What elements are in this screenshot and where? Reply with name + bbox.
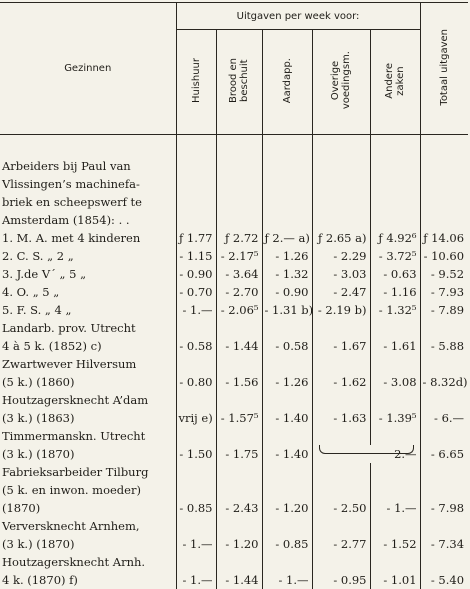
row-value: - 0.70: [176, 283, 216, 301]
row-value: - 1.01: [370, 571, 420, 589]
row-value: ƒ 4.92⁶: [370, 229, 420, 247]
merged-value: [312, 445, 420, 463]
header-other-food: Overige voedingsm.: [312, 30, 370, 135]
table-row: [0, 427, 468, 445]
row-total: - 8.32d): [420, 373, 468, 391]
row-value: [176, 391, 216, 409]
row-value: - 1.67: [312, 337, 370, 355]
row-value: - 1.26: [262, 247, 312, 265]
row-value: - 0.90: [176, 265, 216, 283]
row-value: [312, 427, 370, 445]
row-value: [176, 427, 216, 445]
row-value: [370, 211, 420, 229]
row-value: - 1.44: [216, 571, 262, 589]
row-value: - 1.32⁵: [370, 301, 420, 319]
header-households: Gezinnen: [0, 3, 176, 135]
table-row: [0, 355, 468, 373]
table-row: [0, 301, 468, 319]
row-value: [216, 175, 262, 193]
table-row: [0, 391, 468, 409]
row-value: - 0.95: [312, 571, 370, 589]
row-value: - 3.72⁵: [370, 247, 420, 265]
row-value: [216, 427, 262, 445]
row-label: Houtzagersknecht A’dam: [0, 391, 176, 409]
table-row: [0, 463, 468, 481]
row-value: - 1.16: [370, 283, 420, 301]
row-value: [312, 175, 370, 193]
row-value: [262, 355, 312, 373]
header-total: [420, 3, 468, 135]
row-total: [420, 355, 468, 373]
row-value: - 1.56: [216, 373, 262, 391]
row-label: (5 k. en inwon. moeder): [0, 481, 176, 499]
table-row: [0, 229, 468, 247]
row-value: [370, 481, 420, 499]
table-row: [0, 319, 468, 337]
table-row: [0, 409, 468, 427]
row-value: - 1.52: [370, 535, 420, 553]
header-bread: Brood en beschuit: [216, 30, 262, 135]
row-total: [420, 319, 468, 337]
table-body: [0, 135, 468, 589]
row-value: [370, 175, 420, 193]
table-row: [0, 373, 468, 391]
row-label: 1. M. A. met 4 kinderen: [0, 229, 176, 247]
row-value: - 2.47: [312, 283, 370, 301]
row-total: - 5.88: [420, 337, 468, 355]
row-label: 5. F. S. „ 4 „: [0, 301, 176, 319]
row-value: [312, 553, 370, 571]
row-value: [312, 391, 370, 409]
row-value: [176, 355, 216, 373]
row-value: - 1.40: [262, 445, 312, 463]
row-value: - 3.64: [216, 265, 262, 283]
row-value: - 1.44: [216, 337, 262, 355]
row-value: [216, 193, 262, 211]
row-label: briek en scheepswerf te: [0, 193, 176, 211]
row-value: - 2.43: [216, 499, 262, 517]
row-value: [370, 391, 420, 409]
row-value: - 3.08: [370, 373, 420, 391]
row-value: - 1.—: [176, 301, 216, 319]
row-label: 2. C. S. „ 2 „: [0, 247, 176, 265]
row-value: - 1.15: [176, 247, 216, 265]
row-total: - 5.40: [420, 571, 468, 589]
row-value: - 2.17⁵: [216, 247, 262, 265]
table-row: [0, 481, 468, 499]
row-value: - 0.85: [176, 499, 216, 517]
row-value: vrij e): [176, 409, 216, 427]
budget-table: [0, 2, 468, 589]
row-value: [312, 481, 370, 499]
row-value: [216, 553, 262, 571]
row-value: - 1.—: [370, 499, 420, 517]
row-value: [312, 193, 370, 211]
row-value: [370, 355, 420, 373]
row-total: [420, 211, 468, 229]
table-row: [0, 445, 468, 463]
row-value: - 1.40: [262, 409, 312, 427]
row-label: Landarb. prov. Utrecht: [0, 319, 176, 337]
row-value: - 1.26: [262, 373, 312, 391]
row-value: - 2.70: [216, 283, 262, 301]
header-expenses-group: Uitgaven per week voor:: [176, 3, 420, 30]
row-label: Amsterdam (1854): . .: [0, 211, 176, 229]
row-value: [370, 427, 420, 445]
row-value: - 1.—: [176, 535, 216, 553]
row-value: - 3.03: [312, 265, 370, 283]
row-total: - 7.98: [420, 499, 468, 517]
table-row: [0, 499, 468, 517]
table-row: [0, 517, 468, 535]
row-label: Vlissingen’s machinefa-: [0, 175, 176, 193]
row-value: - 0.90: [262, 283, 312, 301]
row-label: 4. O. „ 5 „: [0, 283, 176, 301]
row-value: - 1.61: [370, 337, 420, 355]
row-total: [420, 175, 468, 193]
row-value: [216, 319, 262, 337]
row-value: [176, 319, 216, 337]
row-value: - 1.50: [176, 445, 216, 463]
row-value: [176, 463, 216, 481]
row-value: [370, 193, 420, 211]
row-value: [262, 391, 312, 409]
row-value: [176, 175, 216, 193]
row-label: (3 k.) (1870): [0, 535, 176, 553]
table-row: [0, 337, 468, 355]
header-other-items: Andere zaken: [370, 30, 420, 135]
row-value: - 1.20: [216, 535, 262, 553]
table-row: [0, 175, 468, 193]
row-value: [216, 517, 262, 535]
row-value: ƒ 2.72: [216, 229, 262, 247]
row-total: - 10.60: [420, 247, 468, 265]
row-value: [176, 157, 216, 175]
row-total: [420, 517, 468, 535]
row-value: [312, 517, 370, 535]
row-value: - 1.63: [312, 409, 370, 427]
row-label: 4 à 5 k. (1852) c): [0, 337, 176, 355]
row-value: [262, 175, 312, 193]
table-row: [0, 535, 468, 553]
row-value: [216, 391, 262, 409]
row-value: - 1.57⁵: [216, 409, 262, 427]
row-value: [312, 157, 370, 175]
row-value: [262, 319, 312, 337]
row-total: [420, 157, 468, 175]
row-value: - 0.80: [176, 373, 216, 391]
row-value: - 1.32: [262, 265, 312, 283]
row-value: [312, 463, 370, 481]
row-value: [216, 211, 262, 229]
row-value: [262, 427, 312, 445]
row-total: [420, 391, 468, 409]
row-total: [420, 193, 468, 211]
merged-value-text: 2.—: [394, 447, 416, 461]
row-value: [262, 211, 312, 229]
row-value: [370, 157, 420, 175]
row-label: Verversknecht Arnhem,: [0, 517, 176, 535]
row-value: [370, 463, 420, 481]
table-row: [0, 553, 468, 571]
row-total: [420, 463, 468, 481]
row-value: [216, 463, 262, 481]
row-label: (3 k.) (1863): [0, 409, 176, 427]
row-value: - 1.62: [312, 373, 370, 391]
row-value: [262, 553, 312, 571]
row-value: - 1.39⁵: [370, 409, 420, 427]
row-value: - 2.50: [312, 499, 370, 517]
row-total: [420, 553, 468, 571]
table-row: [0, 247, 468, 265]
row-value: [262, 193, 312, 211]
table-row: [0, 283, 468, 301]
row-total: - 9.52: [420, 265, 468, 283]
row-label: (5 k.) (1860): [0, 373, 176, 391]
row-value: - 1.20: [262, 499, 312, 517]
row-total: [420, 481, 468, 499]
row-value: - 1.75: [216, 445, 262, 463]
row-label: Arbeiders bij Paul van: [0, 157, 176, 175]
row-value: - 2.19 b): [312, 301, 370, 319]
row-label: Fabrieksarbeider Tilburg: [0, 463, 176, 481]
row-value: [216, 157, 262, 175]
row-total: - 6.—: [420, 409, 468, 427]
row-value: - 0.58: [176, 337, 216, 355]
row-value: [370, 517, 420, 535]
row-value: - 1.—: [262, 571, 312, 589]
row-value: [176, 211, 216, 229]
row-value: [370, 319, 420, 337]
row-value: - 0.63: [370, 265, 420, 283]
row-value: - 0.85: [262, 535, 312, 553]
row-value: [312, 211, 370, 229]
table-row: [0, 211, 468, 229]
row-value: [176, 193, 216, 211]
row-value: - 2.77: [312, 535, 370, 553]
row-value: - 2.29: [312, 247, 370, 265]
row-value: [370, 553, 420, 571]
table-row: [0, 571, 468, 589]
row-label: Timmermanskn. Utrecht: [0, 427, 176, 445]
table-row: [0, 157, 468, 175]
row-value: [262, 481, 312, 499]
row-value: - 2.06⁵: [216, 301, 262, 319]
row-value: ƒ 2.— a): [262, 229, 312, 247]
header-potatoes: Aardapp.: [262, 30, 312, 135]
row-value: [176, 481, 216, 499]
row-total: - 7.34: [420, 535, 468, 553]
row-value: [262, 157, 312, 175]
row-value: [312, 355, 370, 373]
row-total: [420, 427, 468, 445]
row-total: - 6.65: [420, 445, 468, 463]
row-value: [262, 517, 312, 535]
row-label: (3 k.) (1870): [0, 445, 176, 463]
row-total: ƒ 14.06: [420, 229, 468, 247]
row-value: ƒ 1.77: [176, 229, 216, 247]
row-label: 3. J.de V´ „ 5 „: [0, 265, 176, 283]
row-value: [216, 481, 262, 499]
row-total: - 7.93: [420, 283, 468, 301]
row-value: - 0.58: [262, 337, 312, 355]
row-value: - 1.31 b): [262, 301, 312, 319]
row-value: - 1.—: [176, 571, 216, 589]
table-row: [0, 193, 468, 211]
row-value: [312, 319, 370, 337]
table-row: [0, 265, 468, 283]
row-value: [262, 463, 312, 481]
brace-mark: [319, 445, 414, 454]
row-value: [176, 517, 216, 535]
row-total: - 7.89: [420, 301, 468, 319]
header-total-label: Totaal uitgaven: [439, 29, 450, 106]
row-label: 4 k. (1870) f): [0, 571, 176, 589]
row-label: (1870): [0, 499, 176, 517]
row-label: Zwartwever Hilversum: [0, 355, 176, 373]
spacer-row: [0, 135, 468, 158]
row-value: [176, 553, 216, 571]
row-value: ƒ 2.65 a): [312, 229, 370, 247]
header-rent: Huishuur: [176, 30, 216, 135]
row-label: Houtzagersknecht Arnh.: [0, 553, 176, 571]
row-value: [216, 355, 262, 373]
